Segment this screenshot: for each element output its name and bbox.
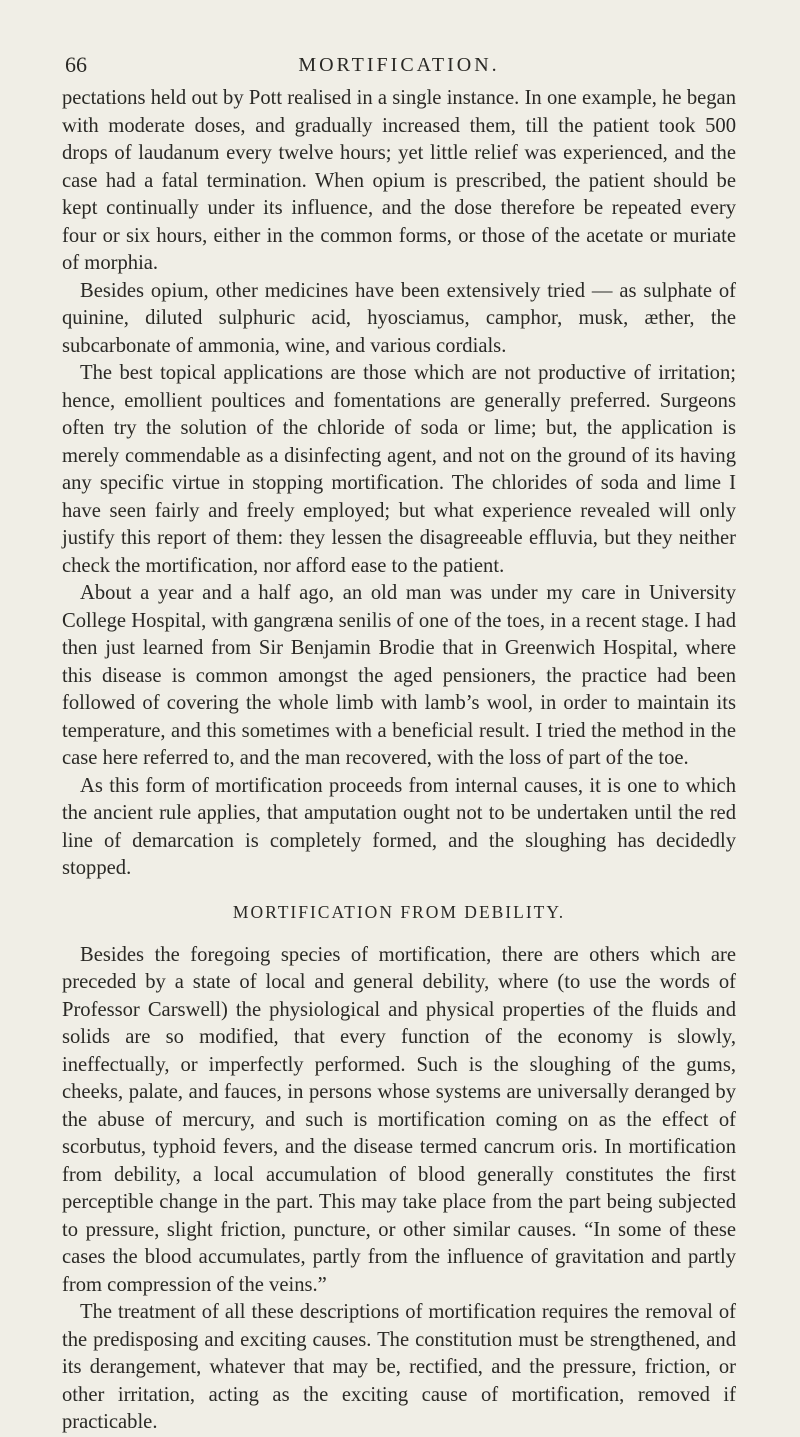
paragraph: Besides opium, other medicines have been extensively tried — as sulphate of quinine, diluted sulphuric acid, hyosciamus, camphor, musk, æther, the subcarbonate of ammonia, wine, and various cordials. <box>62 279 736 357</box>
paragraph: About a year and a half ago, an old man was under my care in University College Hospital, with gangræna senilis of one of the toes, in a recent stage. I had then just learned from Sir Benjamin Brodie that in Greenwich Hospital, where this disease is common amongst the aged pensioners, the practice had been followed of covering the whole limb with lamb’s wool, in order to maintain its temperature, and this sometimes with a beneficial result. I tried the method in the case here referred to, and the man recovered, with the loss of part of the toe. <box>62 582 736 769</box>
section-heading: MORTIFICATION FROM DEBILITY. <box>232 901 566 922</box>
paragraph: Besides the foregoing species of mortification, there are others which are preceded by a state of local and general debility, where (to use the words of Professor Carswell) the physiological and physical properties of the fluids and solids are so modified, that every function of the economy is slowly, ineffectually, or imperfectly performed. Such is the sloughing of the gums, cheeks, palate, and fauces, in persons whose systems are universally deranged by the abuse of mercury, and such is mortification coming on as the effect of scorbutus, typhoid fevers, and the disease termed cancrum oris. In mortification from debility, a local accumulation of blood generally constitutes the first perceptible change in the part. This may take place from the part being subjected to pressure, slight friction, puncture, or other similar causes. “In some of these cases the blood accumulates, partly from the influence of gravitation and partly from compression of the veins.” <box>62 943 736 1296</box>
paragraph: pectations held out by Pott realised in a single instance. In one example, he began with moderate doses, and gradually increased them, till the patient took 500 drops of laudanum every twelve hours; yet little relief was experienced, and the case had a fatal termination. When opium is prescribed, the patient should be kept continually under its influence, and the dose therefore be repeated every four or six hours, either in the common forms, or those of the acetate or muriate of morphia. <box>62 87 736 274</box>
paragraph: The treatment of all these descriptions of mortification requires the removal of the predisposing and exciting causes. The constitution must be strengthened, and its derangement, whatever that may be, rectified, and the pressure, friction, or other irritation, acting as the exciting cause of mortification, removed if practicable. <box>62 1301 736 1433</box>
paragraph: As this form of mortification proceeds from internal causes, it is one to which the ancient rule applies, that amputation ought not to be undertaken until the red line of demarcation is completely formed, and the sloughing has decidedly stopped. <box>62 774 736 879</box>
page-number: 66 <box>65 52 87 77</box>
running-title: MORTIFICATION. <box>298 54 500 76</box>
body-text <box>62 85 736 1437</box>
paragraph: The best topical applications are those which are not productive of irritation; hence, emollient poultices and fomentations are generally preferred. Surgeons often try the solution of the chloride of soda or lime; but, the application is merely commendable as a disinfecting agent, and not on the ground of its having any specific virtue in stopping mortification. The chlorides of soda and lime I have seen fairly and freely employed; but what experience revealed will only justify this report of them: they lessen the disagreeable effluvia, but they neither check the mortification, nor afford ease to the patient. <box>62 362 736 577</box>
page-header <box>62 52 736 86</box>
